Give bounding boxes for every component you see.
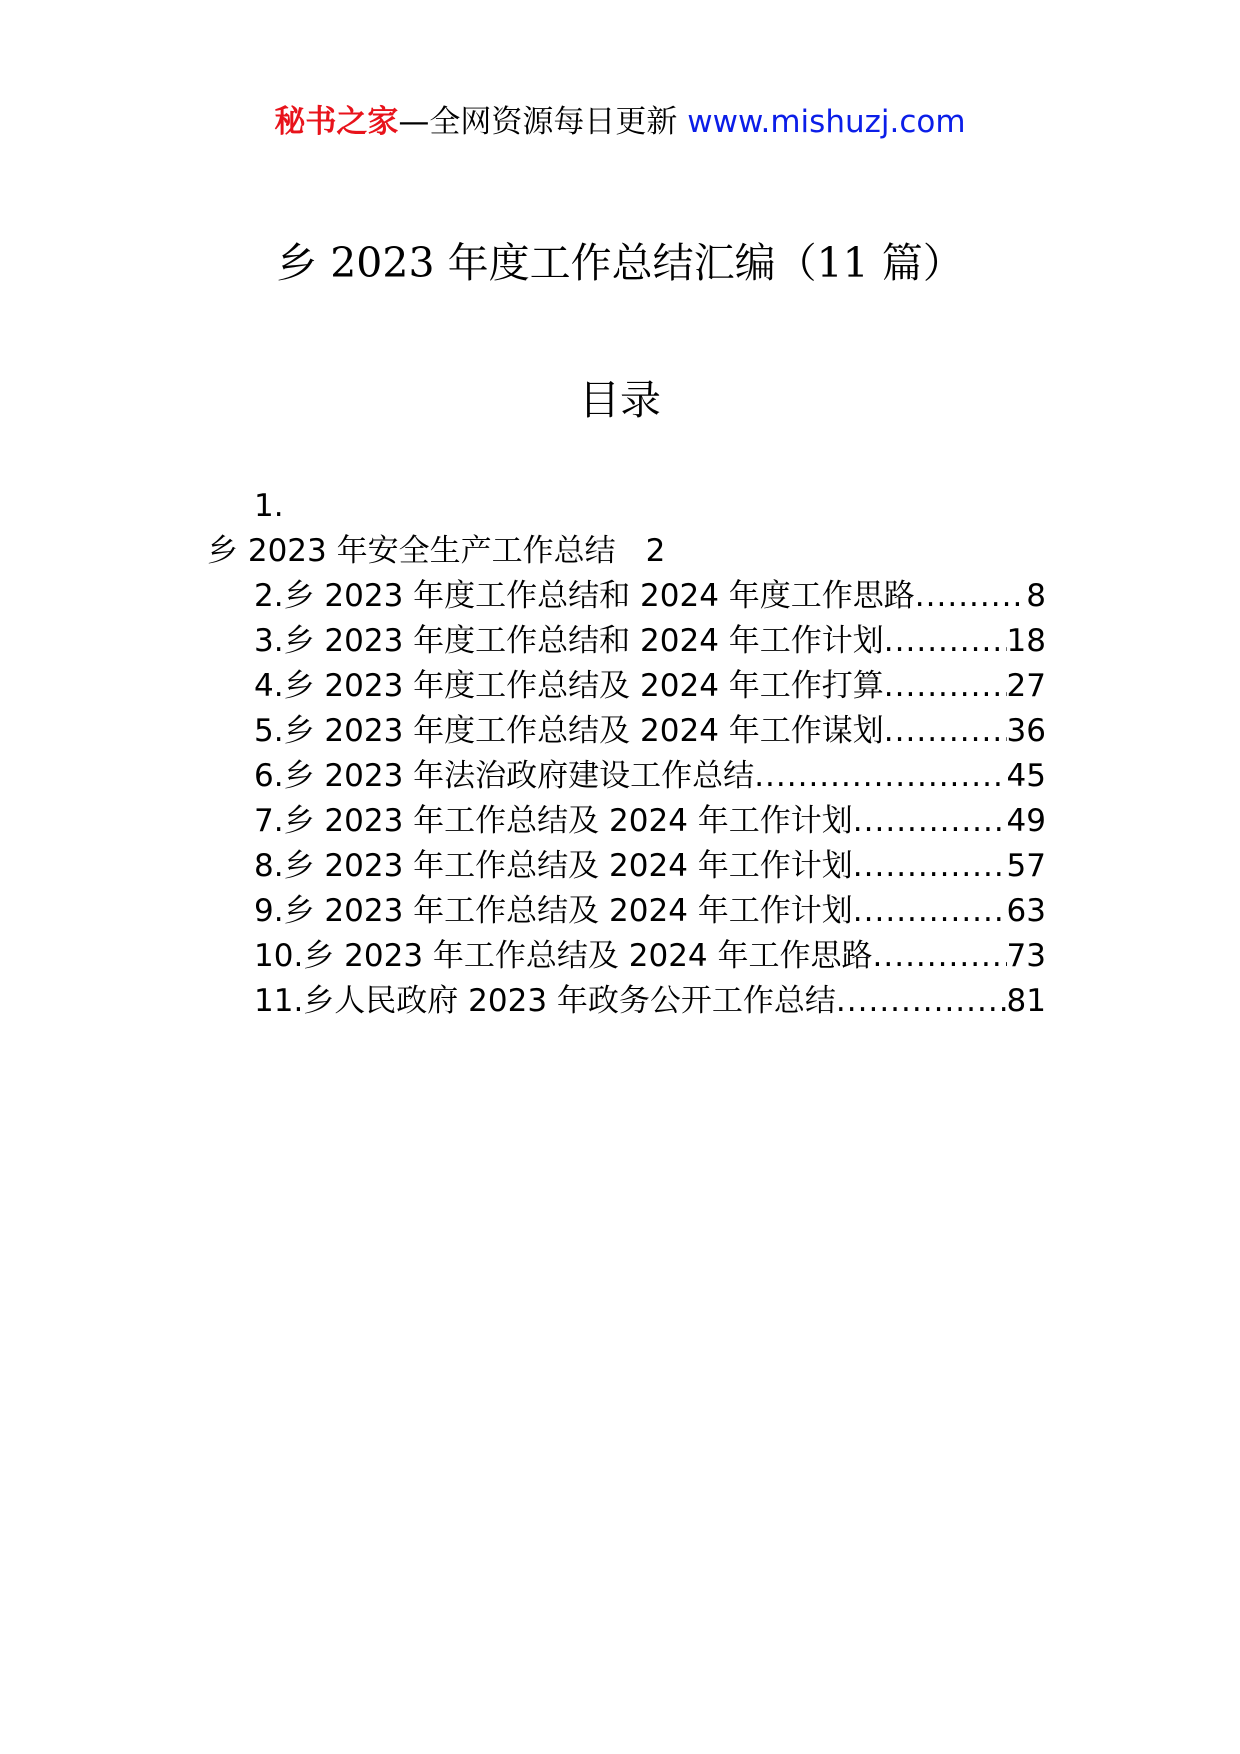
toc-dot-leader [884, 619, 1007, 664]
toc-entry-page: 2 [645, 533, 666, 569]
toc-entry-page: 73 [1006, 938, 1046, 974]
toc-entry[interactable] [254, 934, 1046, 979]
toc-entry-page: 49 [1006, 803, 1046, 839]
toc-entry-title: 7.乡 2023 年工作总结及 2024 年工作计划 [254, 803, 853, 839]
toc-entry-title: 5.乡 2023 年度工作总结及 2024 年工作谋划 [254, 713, 884, 749]
toc-entry[interactable] [254, 754, 1046, 799]
toc-entry-page: 27 [1006, 668, 1046, 704]
toc-entry-page: 18 [1006, 623, 1046, 659]
toc-entry-title: 9.乡 2023 年工作总结及 2024 年工作计划 [254, 893, 853, 929]
toc-entry-page: 45 [1006, 758, 1046, 794]
toc-entry-title: 10.乡 2023 年工作总结及 2024 年工作思路 [254, 938, 873, 974]
toc-entry-number[interactable]: 1. [254, 488, 284, 524]
toc-dot-leader [884, 709, 1007, 754]
toc-dot-leader [754, 754, 1006, 799]
toc-entry-page: 81 [1006, 983, 1046, 1019]
toc-entry[interactable] [254, 799, 1046, 844]
toc-entry-page: 57 [1006, 848, 1046, 884]
toc-entry-page: 8 [1026, 578, 1046, 614]
toc-entry-title: 8.乡 2023 年工作总结及 2024 年工作计划 [254, 848, 853, 884]
toc-entry-title: 11.乡人民政府 2023 年政务公开工作总结 [254, 983, 836, 1019]
toc-entry-title: 3.乡 2023 年度工作总结和 2024 年工作计划 [254, 623, 884, 659]
toc-entry[interactable] [254, 844, 1046, 889]
toc-entry-list [254, 574, 1046, 1024]
toc-entry[interactable] [254, 619, 1046, 664]
site-url-link[interactable]: www.mishuzj.com [687, 104, 966, 140]
toc-dot-leader [853, 889, 1007, 934]
toc-entry-title: 4.乡 2023 年度工作总结及 2024 年工作打算 [254, 668, 884, 704]
toc-dot-leader [853, 799, 1007, 844]
toc-entry[interactable] [254, 709, 1046, 754]
site-header [0, 100, 1240, 144]
toc-dot-leader [884, 664, 1007, 709]
toc-heading: 目录 [579, 376, 661, 424]
toc-entry-title: 2.乡 2023 年度工作总结和 2024 年度工作思路 [254, 578, 915, 614]
toc-entry-title: 6.乡 2023 年法治政府建设工作总结 [254, 758, 755, 794]
toc-entry[interactable] [207, 529, 665, 574]
toc-entry[interactable] [254, 574, 1046, 619]
document-title: 乡 2023 年度工作总结汇编（11 篇） [276, 239, 964, 287]
brand-name: 秘书之家 [274, 104, 399, 140]
toc-dot-leader [836, 979, 1007, 1024]
toc-entry-page: 63 [1006, 893, 1046, 929]
toc-dot-leader [853, 844, 1007, 889]
toc-entry[interactable] [254, 979, 1046, 1024]
toc-entry[interactable] [254, 664, 1046, 709]
toc-entry[interactable] [254, 889, 1046, 934]
toc-dot-leader [915, 574, 1026, 619]
toc-entry-title: 乡 2023 年安全生产工作总结 [207, 533, 616, 569]
toc-entry-page: 36 [1006, 713, 1046, 749]
header-tagline: —全网资源每日更新 [398, 104, 678, 140]
toc-dot-leader [873, 934, 1007, 979]
